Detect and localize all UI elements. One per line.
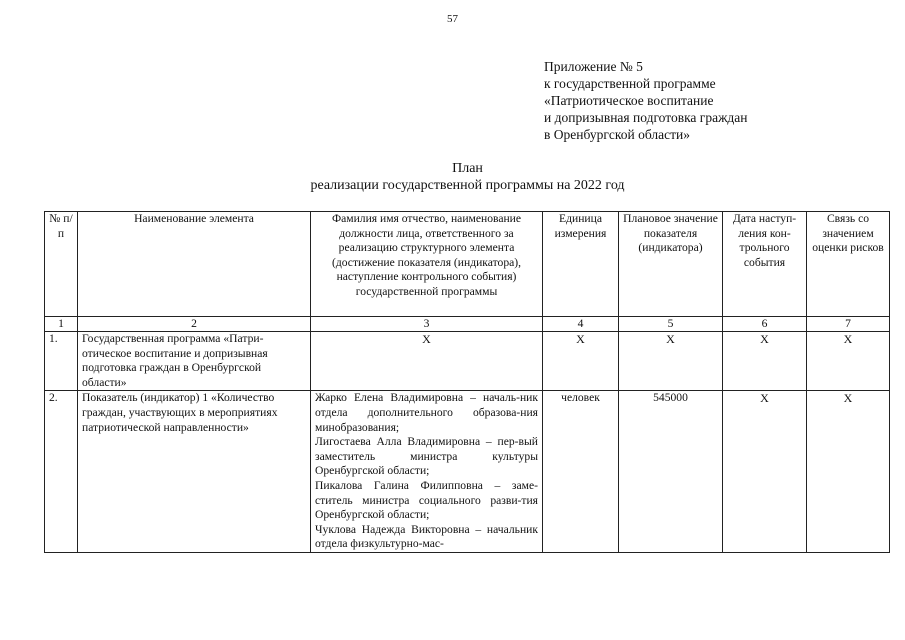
appendix-block: [544, 58, 747, 143]
responsible-person: Жарко Елена Владимировна – началь-ник отдела дополнительного образова-ния минобразования;: [315, 391, 538, 434]
appendix-line: и допризывная подготовка граждан: [544, 110, 748, 125]
document-title: [0, 160, 905, 194]
responsible-person: Пикалова Галина Филипповна – заме-ститель министра социального разви-тия Оренбургской области;: [315, 478, 538, 522]
appendix-line: к государственной программе: [544, 76, 716, 91]
header-element-name: Наименование элемента: [78, 212, 311, 317]
header-unit: Единица измерения: [543, 212, 619, 317]
plan-table: [44, 211, 890, 553]
risk-link-cell: X: [807, 391, 890, 553]
table-row: [45, 332, 890, 391]
header-planned-value: Плановое значение показателя (индикатора): [619, 212, 723, 317]
planned-value-cell: 545000: [619, 391, 723, 553]
responsible-cell: [311, 391, 543, 553]
responsible-person: Лигостаева Алла Владимировна – пер-вый заместитель министра культуры Оренбургской области;: [315, 435, 538, 478]
event-date-cell: X: [723, 332, 807, 391]
appendix-line: в Оренбургской области»: [544, 127, 690, 142]
title-line-1: План: [452, 161, 483, 176]
column-number: 7: [807, 317, 890, 332]
table-row: [45, 391, 890, 553]
table-header-row: [45, 212, 890, 317]
header-risk-link: Связь со значением оценки рисков: [807, 212, 890, 317]
title-line-2: реализации государственной программы на 2022 год: [310, 178, 625, 193]
column-number-row: [45, 317, 890, 332]
column-number: 4: [543, 317, 619, 332]
page-number: 57: [447, 13, 458, 25]
column-number: 1: [45, 317, 78, 332]
column-number: 5: [619, 317, 723, 332]
planned-value-cell: X: [619, 332, 723, 391]
row-number: 1.: [45, 332, 78, 391]
header-event-date: Дата наступ-ления кон-трольного события: [723, 212, 807, 317]
column-number: 6: [723, 317, 807, 332]
header-num: № п/п: [45, 212, 78, 317]
risk-link-cell: X: [807, 332, 890, 391]
unit-cell: X: [543, 332, 619, 391]
responsible-cell: X: [311, 332, 543, 391]
responsible-person: Чуклова Надежда Викторовна – начальник отдела физкультурно-мас-: [315, 522, 538, 551]
event-date-cell: X: [723, 391, 807, 553]
element-name: Показатель (индикатор) 1 «Количество граждан, участвующих в мероприятиях патриотической направленности»: [78, 391, 311, 553]
appendix-line: Приложение № 5: [544, 59, 643, 74]
unit-cell: человек: [543, 391, 619, 553]
element-name: Государственная программа «Патри-отическое воспитание и допризывная подготовка граждан в Оренбургской области»: [78, 332, 311, 391]
column-number: 2: [78, 317, 311, 332]
header-responsible: Фамилия имя отчество, наименование должности лица, ответственного за реализацию структурного элемента (достижение показателя (индикатора), наступление контрольного события) государственной программы: [311, 212, 543, 317]
column-number: 3: [311, 317, 543, 332]
row-number: 2.: [45, 391, 78, 553]
appendix-line: «Патриотическое воспитание: [544, 93, 714, 108]
